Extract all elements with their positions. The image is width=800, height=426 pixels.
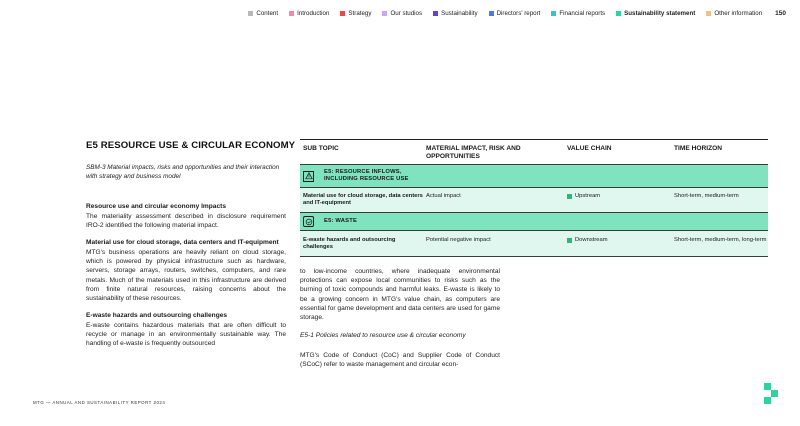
section-title: E5 RESOURCE USE & CIRCULAR ECONOMY: [86, 140, 296, 151]
cell-impact: Actual impact: [426, 193, 461, 199]
nav-item-introduction[interactable]: [289, 10, 329, 17]
nav-item-label: Content: [256, 10, 279, 17]
block-heading: E-waste hazards and outsourcing challenges: [86, 312, 228, 320]
cell-sub-topic: E-waste hazards and outsourcing challenges: [303, 237, 396, 250]
square-icon: [551, 11, 556, 16]
recycle-icon-graphic: [305, 172, 313, 180]
table-section-resource-inflows: [300, 164, 768, 187]
waste-icon-graphic: [305, 218, 313, 226]
nav-item-label: Our studios: [390, 10, 423, 17]
logo-mark-icon: [764, 383, 773, 410]
nav-item-strategy[interactable]: [340, 10, 371, 17]
value-chain-marker-icon: [567, 194, 572, 199]
cell-time-horizon: Short-term, medium-term, long-term: [674, 237, 767, 243]
column-header-impact: MATERIAL IMPACT, RISK AND OPPORTUNITIES: [426, 145, 521, 160]
square-icon: [489, 11, 494, 16]
table-row: [300, 187, 768, 212]
square-icon: [433, 11, 438, 16]
footer-text: MTG — ANNUAL AND SUSTAINABILITY REPORT 2024: [33, 400, 166, 405]
cell-value-chain: [567, 237, 674, 256]
nav-item-label: Sustainability statement: [624, 10, 696, 17]
recycle-icon: [303, 171, 314, 182]
square-icon: [340, 11, 345, 16]
waste-icon: [303, 216, 314, 227]
column-header-time-horizon: TIME HORIZON: [674, 145, 722, 152]
section-subtitle: SBM-3 Material impacts, risks and opportunities and their interaction with strategy and business model: [86, 164, 280, 180]
nav-item-label: Strategy: [348, 10, 372, 17]
cell-time-horizon: Short-term, medium-term: [674, 193, 739, 199]
cell-impact: Potential negative impact: [426, 237, 491, 243]
nav-item-financial-reports[interactable]: [551, 10, 605, 17]
policies-paragraph: MTG's Code of Conduct (CoC) and Supplier Code of Conduct (SCoC) refer to waste management and circular econ-: [300, 352, 500, 369]
cell-value-chain: [567, 193, 674, 212]
nav-item-sustainability[interactable]: [433, 10, 477, 17]
cell-sub-topic: Material use for cloud storage, data centers and IT-equipment: [303, 193, 423, 206]
nav-item-other-information[interactable]: [706, 10, 762, 17]
nav-item-directors-report[interactable]: [489, 10, 541, 17]
block-heading: Material use for cloud storage, data centers and IT-equipment: [86, 239, 279, 247]
table-section-waste: [300, 212, 768, 230]
block-heading: Resource use and circular economy Impacts: [86, 203, 226, 210]
nav-item-label: Introduction: [297, 10, 330, 17]
materiality-table: [300, 139, 768, 257]
square-icon: [382, 11, 387, 16]
nav-item-label: Financial reports: [559, 10, 606, 17]
top-navigation: [248, 10, 786, 17]
square-icon: [248, 11, 253, 16]
continued-paragraph: to low-income countries, where inadequate environmental protections can expose local communities to risks such as the burning of toxic compounds and harmful leaks. E-waste is likely to be a growing concern in MTG's value chain, as computers are essential for game development and data centers are used for game storage.: [300, 268, 500, 322]
material-use-block: [86, 239, 286, 303]
square-icon: [616, 11, 621, 16]
logo-square: [764, 397, 771, 404]
policies-heading: E5-1 Policies related to resource use & circular economy: [300, 332, 466, 340]
column-header-value-chain: VALUE CHAIN: [567, 145, 612, 152]
value-chain-marker-icon: [567, 238, 572, 243]
square-icon: [706, 11, 711, 16]
nav-item-our-studios[interactable]: [382, 10, 422, 17]
value-chain-label: Downstream: [575, 237, 608, 243]
nav-item-label: Directors' report: [496, 10, 541, 17]
square-icon: [289, 11, 294, 16]
block-text: E-waste contains hazardous materials that are often difficult to recycle or manage in an environmentally sustainable way. The handling of e-waste is frequently outsourced: [86, 322, 286, 348]
nav-item-sustainability-statement[interactable]: [616, 10, 695, 17]
block-text: The materiality assessment described in disclosure requirement IRO-2 identified the following material impact.: [86, 212, 286, 229]
table-row: [300, 230, 768, 257]
left-column: [86, 140, 296, 349]
logo-square: [771, 390, 778, 397]
e-waste-block: [86, 312, 286, 348]
column-header-sub-topic: SUB TOPIC: [303, 145, 339, 152]
table-header-row: [300, 139, 768, 164]
impacts-block: [86, 203, 286, 230]
block-text: MTG's business operations are heavily reliant on cloud storage, which is powered by physical infrastructure such as hardware, servers, storage arrays, routers, switches, computers, and rare metals. Much of the materials used in this infrastructure are derived from finite natural resources, raising concerns about the sustainability of these resources.: [86, 249, 286, 303]
section-label: E5: WASTE: [324, 218, 358, 224]
nav-item-content[interactable]: [248, 10, 278, 17]
logo-square: [764, 383, 771, 390]
value-chain-label: Upstream: [575, 193, 601, 199]
nav-item-label: Sustainability: [441, 10, 478, 17]
nav-item-label: Other information: [714, 10, 763, 17]
page-number: 150: [775, 10, 786, 17]
right-column: [300, 267, 500, 370]
section-label: E5: RESOURCE INFLOWS, INCLUDING RESOURCE USE: [324, 169, 409, 182]
